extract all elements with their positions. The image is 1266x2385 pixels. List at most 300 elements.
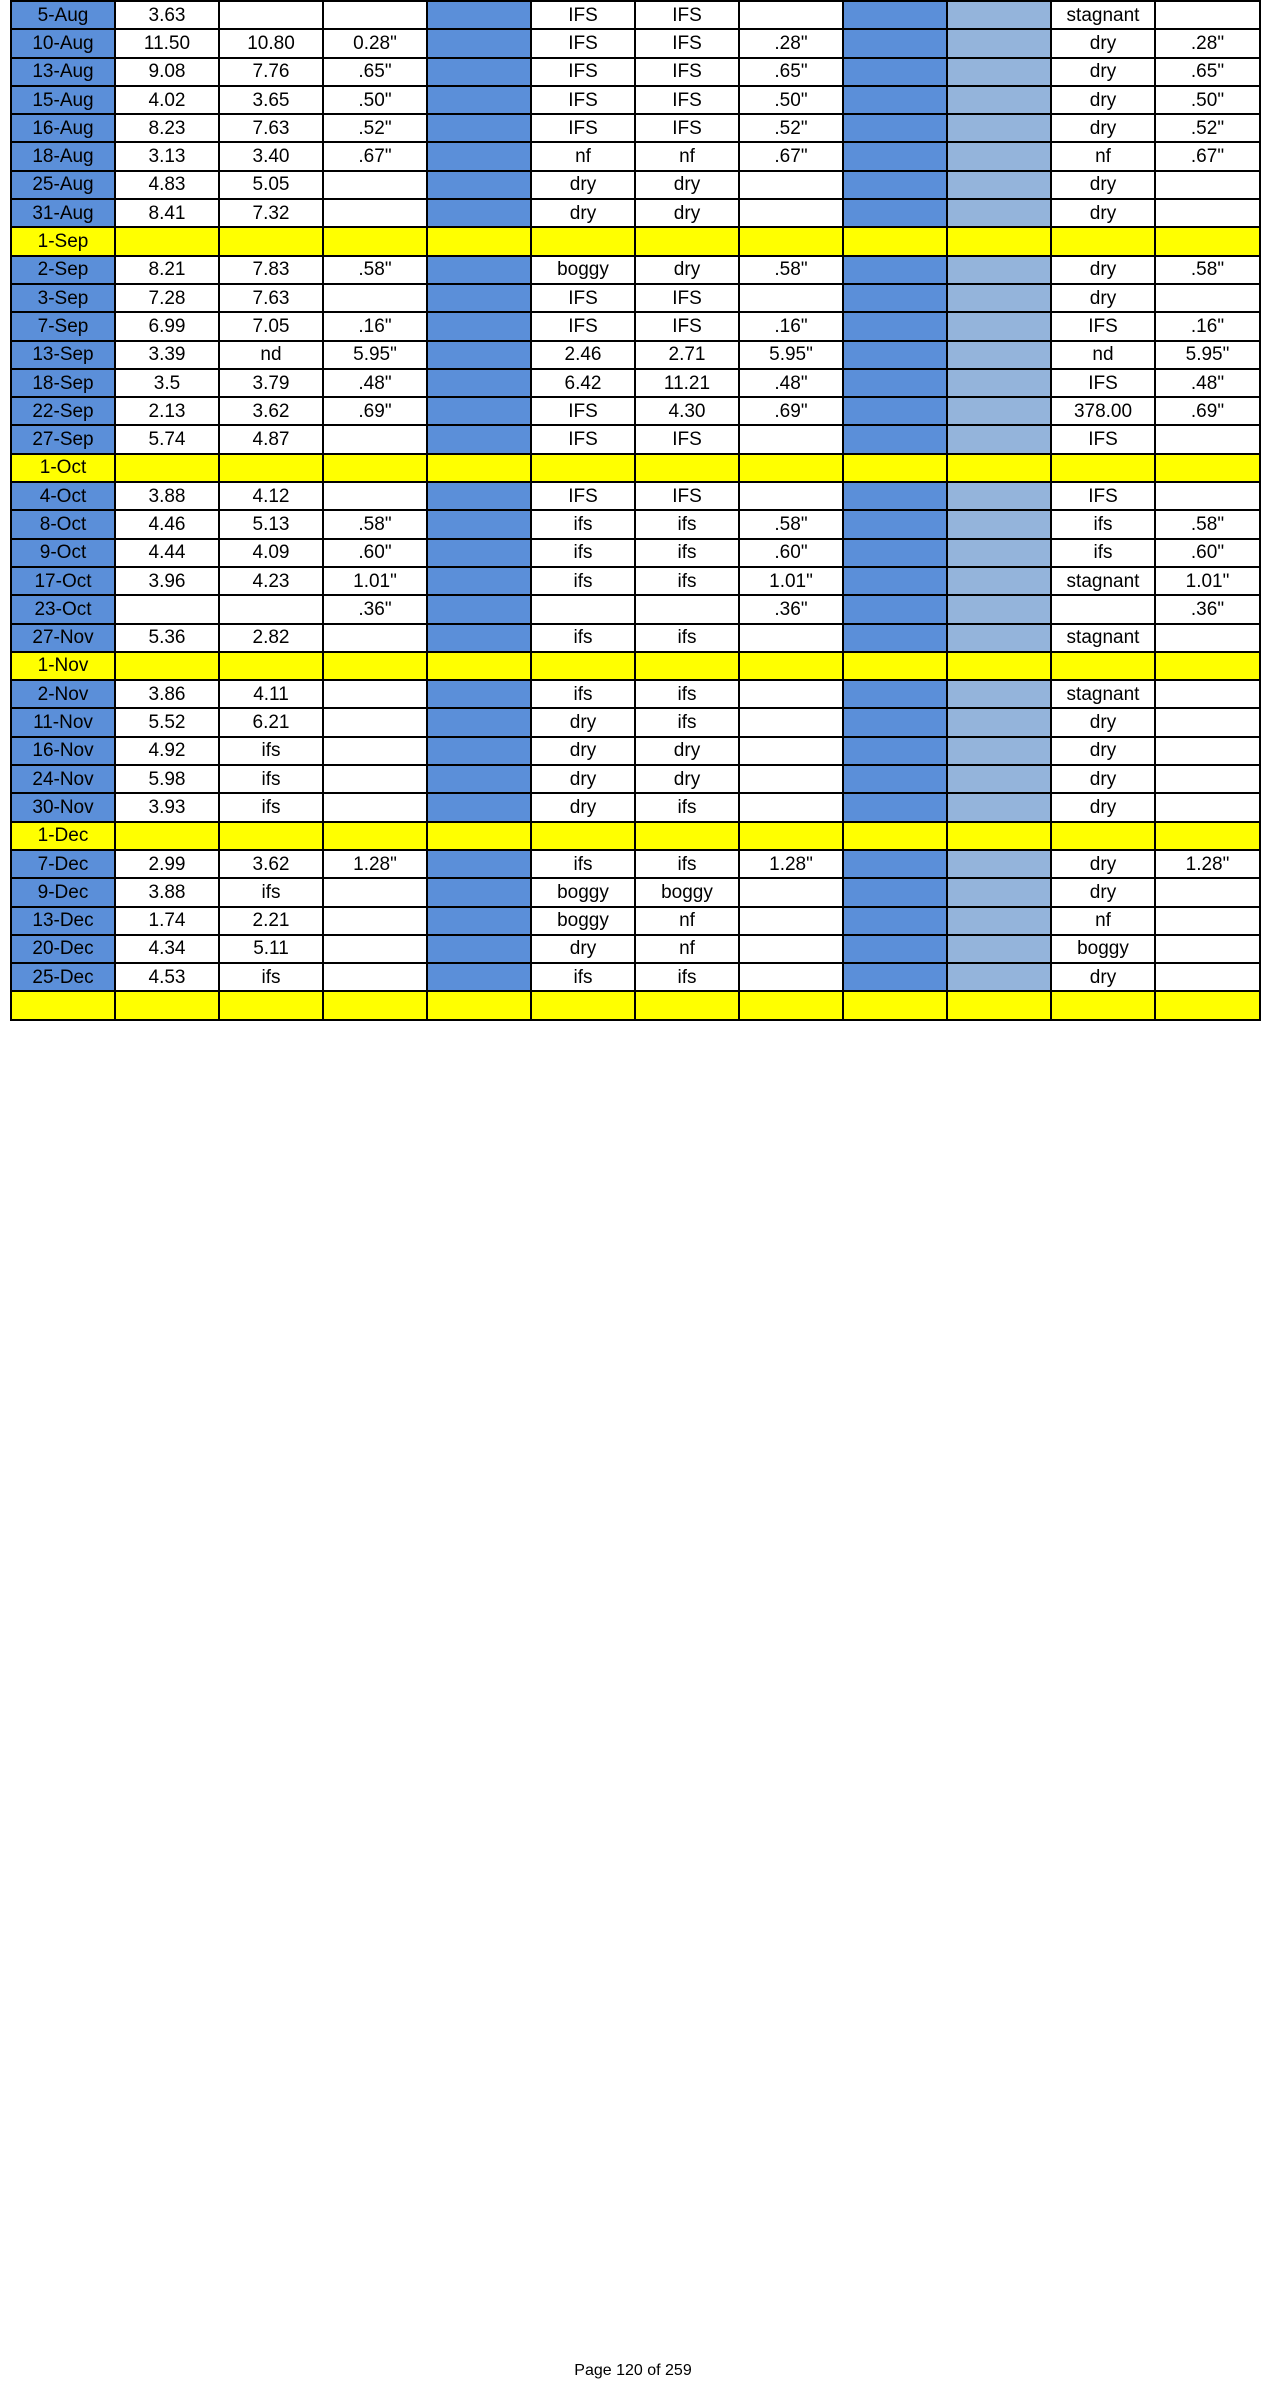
value-cell-2: 3.62 bbox=[219, 397, 323, 425]
date-cell: 4-Oct bbox=[11, 482, 115, 510]
status-cell-2: ifs bbox=[635, 567, 739, 595]
table-row bbox=[11, 539, 1260, 567]
light-blue-cell bbox=[947, 793, 1051, 821]
rain-cell-1 bbox=[323, 991, 427, 1019]
status-cell-3: dry bbox=[1051, 171, 1155, 199]
rain-cell-3 bbox=[1155, 935, 1260, 963]
blue-cell bbox=[427, 256, 531, 284]
rain-cell-3: .36" bbox=[1155, 595, 1260, 623]
rain-cell-1: 1.28" bbox=[323, 850, 427, 878]
rain-cell-3: .58" bbox=[1155, 256, 1260, 284]
date-cell: 1-Sep bbox=[11, 227, 115, 255]
value-cell-1: 8.21 bbox=[115, 256, 219, 284]
table-row bbox=[11, 284, 1260, 312]
status-cell-2 bbox=[635, 227, 739, 255]
status-cell-3 bbox=[1051, 991, 1155, 1019]
status-cell-1 bbox=[531, 595, 635, 623]
status-cell-1: boggy bbox=[531, 878, 635, 906]
rain-cell-2 bbox=[739, 652, 843, 680]
value-cell-1: 4.02 bbox=[115, 86, 219, 114]
rain-cell-3 bbox=[1155, 425, 1260, 453]
value-cell-2: 3.40 bbox=[219, 142, 323, 170]
blue-cell-2 bbox=[843, 539, 947, 567]
table-row bbox=[11, 312, 1260, 340]
rain-cell-1 bbox=[323, 425, 427, 453]
status-cell-1 bbox=[531, 454, 635, 482]
rain-cell-1 bbox=[323, 680, 427, 708]
light-blue-cell bbox=[947, 58, 1051, 86]
blue-cell bbox=[427, 142, 531, 170]
status-cell-3: ifs bbox=[1051, 539, 1155, 567]
value-cell-2 bbox=[219, 652, 323, 680]
status-cell-3: dry bbox=[1051, 793, 1155, 821]
blue-cell-2 bbox=[843, 256, 947, 284]
blue-cell-2 bbox=[843, 793, 947, 821]
status-cell-2 bbox=[635, 454, 739, 482]
blue-cell-2 bbox=[843, 963, 947, 991]
date-cell: 10-Aug bbox=[11, 29, 115, 57]
rain-cell-1 bbox=[323, 708, 427, 736]
status-cell-3: dry bbox=[1051, 963, 1155, 991]
blue-cell bbox=[427, 425, 531, 453]
rain-cell-1: .50" bbox=[323, 86, 427, 114]
light-blue-cell bbox=[947, 708, 1051, 736]
status-cell-1: boggy bbox=[531, 256, 635, 284]
value-cell-1: 4.44 bbox=[115, 539, 219, 567]
status-cell-2: nf bbox=[635, 935, 739, 963]
blue-cell-2 bbox=[843, 199, 947, 227]
rain-cell-2: .50" bbox=[739, 86, 843, 114]
status-cell-2: IFS bbox=[635, 425, 739, 453]
date-cell: 20-Dec bbox=[11, 935, 115, 963]
status-cell-1: IFS bbox=[531, 1, 635, 29]
rain-cell-2 bbox=[739, 708, 843, 736]
value-cell-1: 4.34 bbox=[115, 935, 219, 963]
rain-cell-1 bbox=[323, 963, 427, 991]
value-cell-1: 5.52 bbox=[115, 708, 219, 736]
blue-cell bbox=[427, 567, 531, 595]
value-cell-1: 7.28 bbox=[115, 284, 219, 312]
blue-cell bbox=[427, 199, 531, 227]
blue-cell-2 bbox=[843, 142, 947, 170]
blue-cell bbox=[427, 737, 531, 765]
status-cell-1: IFS bbox=[531, 397, 635, 425]
light-blue-cell bbox=[947, 935, 1051, 963]
value-cell-1: 3.39 bbox=[115, 341, 219, 369]
blue-cell-2 bbox=[843, 312, 947, 340]
status-cell-1: nf bbox=[531, 142, 635, 170]
status-cell-2: IFS bbox=[635, 114, 739, 142]
date-cell: 27-Sep bbox=[11, 425, 115, 453]
value-cell-1 bbox=[115, 822, 219, 850]
blue-cell-2 bbox=[843, 991, 947, 1019]
status-cell-3: 378.00 bbox=[1051, 397, 1155, 425]
status-cell-1 bbox=[531, 822, 635, 850]
value-cell-1: 3.13 bbox=[115, 142, 219, 170]
status-cell-1: dry bbox=[531, 708, 635, 736]
rain-cell-2 bbox=[739, 425, 843, 453]
rain-cell-2: 5.95" bbox=[739, 341, 843, 369]
blue-cell bbox=[427, 850, 531, 878]
status-cell-2: nf bbox=[635, 142, 739, 170]
value-cell-2: 7.32 bbox=[219, 199, 323, 227]
status-cell-2: ifs bbox=[635, 539, 739, 567]
value-cell-1: 5.74 bbox=[115, 425, 219, 453]
table-row bbox=[11, 58, 1260, 86]
status-cell-2: ifs bbox=[635, 793, 739, 821]
rain-cell-3 bbox=[1155, 482, 1260, 510]
date-cell: 31-Aug bbox=[11, 199, 115, 227]
status-cell-3: dry bbox=[1051, 29, 1155, 57]
table-row bbox=[11, 341, 1260, 369]
date-cell: 13-Sep bbox=[11, 341, 115, 369]
status-cell-3 bbox=[1051, 454, 1155, 482]
status-cell-3: stagnant bbox=[1051, 680, 1155, 708]
status-cell-1: dry bbox=[531, 935, 635, 963]
rain-cell-2 bbox=[739, 907, 843, 935]
value-cell-1 bbox=[115, 227, 219, 255]
light-blue-cell bbox=[947, 425, 1051, 453]
light-blue-cell bbox=[947, 1, 1051, 29]
rain-cell-3: .50" bbox=[1155, 86, 1260, 114]
status-cell-3 bbox=[1051, 822, 1155, 850]
value-cell-2 bbox=[219, 1, 323, 29]
status-cell-3: IFS bbox=[1051, 482, 1155, 510]
rain-cell-3 bbox=[1155, 793, 1260, 821]
date-cell: 18-Aug bbox=[11, 142, 115, 170]
blue-cell-2 bbox=[843, 567, 947, 595]
status-cell-2: dry bbox=[635, 171, 739, 199]
rain-cell-2: .36" bbox=[739, 595, 843, 623]
rain-cell-1: .58" bbox=[323, 256, 427, 284]
blue-cell bbox=[427, 991, 531, 1019]
value-cell-2: 5.05 bbox=[219, 171, 323, 199]
rain-cell-1: 1.01" bbox=[323, 567, 427, 595]
rain-cell-3 bbox=[1155, 227, 1260, 255]
rain-cell-2: .69" bbox=[739, 397, 843, 425]
rain-cell-3: .16" bbox=[1155, 312, 1260, 340]
value-cell-1: 4.92 bbox=[115, 737, 219, 765]
status-cell-3 bbox=[1051, 595, 1155, 623]
status-cell-1: ifs bbox=[531, 567, 635, 595]
date-cell: 7-Sep bbox=[11, 312, 115, 340]
status-cell-3: IFS bbox=[1051, 312, 1155, 340]
table-row bbox=[11, 595, 1260, 623]
rain-cell-1 bbox=[323, 907, 427, 935]
blue-cell bbox=[427, 114, 531, 142]
status-cell-3: nd bbox=[1051, 341, 1155, 369]
blue-cell bbox=[427, 765, 531, 793]
status-cell-2: 4.30 bbox=[635, 397, 739, 425]
rain-cell-3: .69" bbox=[1155, 397, 1260, 425]
blue-cell bbox=[427, 935, 531, 963]
status-cell-1: 2.46 bbox=[531, 341, 635, 369]
date-cell: 16-Nov bbox=[11, 737, 115, 765]
status-cell-3: nf bbox=[1051, 142, 1155, 170]
blue-cell bbox=[427, 86, 531, 114]
status-cell-2: dry bbox=[635, 256, 739, 284]
rain-cell-3 bbox=[1155, 454, 1260, 482]
status-cell-2: dry bbox=[635, 737, 739, 765]
value-cell-2 bbox=[219, 595, 323, 623]
blue-cell-2 bbox=[843, 680, 947, 708]
light-blue-cell bbox=[947, 539, 1051, 567]
value-cell-2: ifs bbox=[219, 765, 323, 793]
value-cell-2: 4.11 bbox=[219, 680, 323, 708]
value-cell-2: ifs bbox=[219, 963, 323, 991]
rain-cell-3 bbox=[1155, 878, 1260, 906]
rain-cell-2 bbox=[739, 878, 843, 906]
rain-cell-2 bbox=[739, 227, 843, 255]
blue-cell bbox=[427, 907, 531, 935]
table-row bbox=[11, 29, 1260, 57]
date-cell: 27-Nov bbox=[11, 624, 115, 652]
blue-cell bbox=[427, 29, 531, 57]
light-blue-cell bbox=[947, 341, 1051, 369]
status-cell-2: IFS bbox=[635, 29, 739, 57]
rain-cell-2 bbox=[739, 199, 843, 227]
light-blue-cell bbox=[947, 482, 1051, 510]
value-cell-2: 5.11 bbox=[219, 935, 323, 963]
rain-cell-1 bbox=[323, 284, 427, 312]
value-cell-2: 7.05 bbox=[219, 312, 323, 340]
rain-cell-2 bbox=[739, 1, 843, 29]
status-cell-3: dry bbox=[1051, 199, 1155, 227]
rain-cell-3: 1.01" bbox=[1155, 567, 1260, 595]
status-cell-1: dry bbox=[531, 737, 635, 765]
rain-cell-1 bbox=[323, 878, 427, 906]
status-cell-1: IFS bbox=[531, 284, 635, 312]
date-cell bbox=[11, 991, 115, 1019]
rain-cell-2 bbox=[739, 935, 843, 963]
rain-cell-3 bbox=[1155, 737, 1260, 765]
value-cell-1: 4.46 bbox=[115, 510, 219, 538]
blue-cell-2 bbox=[843, 369, 947, 397]
rain-cell-2: 1.01" bbox=[739, 567, 843, 595]
rain-cell-3: 5.95" bbox=[1155, 341, 1260, 369]
date-cell: 25-Aug bbox=[11, 171, 115, 199]
value-cell-1: 8.23 bbox=[115, 114, 219, 142]
table-row bbox=[11, 765, 1260, 793]
date-cell: 13-Aug bbox=[11, 58, 115, 86]
light-blue-cell bbox=[947, 510, 1051, 538]
date-cell: 30-Nov bbox=[11, 793, 115, 821]
status-cell-1 bbox=[531, 652, 635, 680]
blue-cell bbox=[427, 652, 531, 680]
blue-cell-2 bbox=[843, 227, 947, 255]
light-blue-cell bbox=[947, 199, 1051, 227]
rain-cell-1 bbox=[323, 737, 427, 765]
blue-cell-2 bbox=[843, 765, 947, 793]
blue-cell-2 bbox=[843, 652, 947, 680]
blue-cell-2 bbox=[843, 284, 947, 312]
rain-cell-1 bbox=[323, 171, 427, 199]
status-cell-3: boggy bbox=[1051, 935, 1155, 963]
date-cell: 2-Sep bbox=[11, 256, 115, 284]
rain-cell-3: .28" bbox=[1155, 29, 1260, 57]
status-cell-3: dry bbox=[1051, 878, 1155, 906]
blue-cell bbox=[427, 595, 531, 623]
blue-cell bbox=[427, 341, 531, 369]
value-cell-1: 4.53 bbox=[115, 963, 219, 991]
status-cell-1: 6.42 bbox=[531, 369, 635, 397]
rain-cell-3 bbox=[1155, 765, 1260, 793]
status-cell-2: ifs bbox=[635, 680, 739, 708]
value-cell-1: 5.36 bbox=[115, 624, 219, 652]
value-cell-2: ifs bbox=[219, 737, 323, 765]
blue-cell bbox=[427, 1, 531, 29]
status-cell-3 bbox=[1051, 227, 1155, 255]
value-cell-1 bbox=[115, 991, 219, 1019]
light-blue-cell bbox=[947, 312, 1051, 340]
value-cell-1: 3.88 bbox=[115, 482, 219, 510]
date-cell: 17-Oct bbox=[11, 567, 115, 595]
table-row bbox=[11, 425, 1260, 453]
status-cell-2: IFS bbox=[635, 1, 739, 29]
status-cell-2 bbox=[635, 595, 739, 623]
date-cell: 13-Dec bbox=[11, 907, 115, 935]
date-cell: 11-Nov bbox=[11, 708, 115, 736]
value-cell-1: 9.08 bbox=[115, 58, 219, 86]
value-cell-2: ifs bbox=[219, 793, 323, 821]
table-row bbox=[11, 142, 1260, 170]
date-cell: 22-Sep bbox=[11, 397, 115, 425]
value-cell-2: 5.13 bbox=[219, 510, 323, 538]
rain-cell-3 bbox=[1155, 1, 1260, 29]
rain-cell-1: .16" bbox=[323, 312, 427, 340]
rain-cell-1 bbox=[323, 624, 427, 652]
rain-cell-2 bbox=[739, 284, 843, 312]
table-row bbox=[11, 482, 1260, 510]
status-cell-2 bbox=[635, 652, 739, 680]
status-cell-3: dry bbox=[1051, 256, 1155, 284]
blue-cell-2 bbox=[843, 397, 947, 425]
status-cell-3: dry bbox=[1051, 86, 1155, 114]
blue-cell bbox=[427, 822, 531, 850]
blue-cell bbox=[427, 708, 531, 736]
rain-cell-1 bbox=[323, 482, 427, 510]
rain-cell-1 bbox=[323, 765, 427, 793]
status-cell-2 bbox=[635, 822, 739, 850]
status-cell-1: IFS bbox=[531, 58, 635, 86]
rain-cell-1 bbox=[323, 1, 427, 29]
blue-cell bbox=[427, 793, 531, 821]
rain-cell-3: .65" bbox=[1155, 58, 1260, 86]
status-cell-2: IFS bbox=[635, 284, 739, 312]
rain-cell-3 bbox=[1155, 907, 1260, 935]
light-blue-cell bbox=[947, 963, 1051, 991]
value-cell-1: 2.13 bbox=[115, 397, 219, 425]
rain-cell-3: .58" bbox=[1155, 510, 1260, 538]
light-blue-cell bbox=[947, 652, 1051, 680]
blue-cell bbox=[427, 171, 531, 199]
status-cell-1: ifs bbox=[531, 539, 635, 567]
value-cell-1: 3.96 bbox=[115, 567, 219, 595]
month-row bbox=[11, 822, 1260, 850]
page-number: Page 120 of 259 bbox=[574, 2362, 692, 2379]
light-blue-cell bbox=[947, 680, 1051, 708]
rain-cell-3: .60" bbox=[1155, 539, 1260, 567]
table-body bbox=[11, 1, 1260, 1020]
table-row bbox=[11, 199, 1260, 227]
status-cell-2: IFS bbox=[635, 86, 739, 114]
value-cell-1: 3.63 bbox=[115, 1, 219, 29]
month-row bbox=[11, 991, 1260, 1019]
value-cell-2: 4.23 bbox=[219, 567, 323, 595]
status-cell-1: ifs bbox=[531, 510, 635, 538]
table-row bbox=[11, 510, 1260, 538]
status-cell-1: IFS bbox=[531, 425, 635, 453]
date-cell: 8-Oct bbox=[11, 510, 115, 538]
value-cell-2: 2.82 bbox=[219, 624, 323, 652]
rain-cell-2: .67" bbox=[739, 142, 843, 170]
table-row bbox=[11, 963, 1260, 991]
light-blue-cell bbox=[947, 86, 1051, 114]
status-cell-2: IFS bbox=[635, 58, 739, 86]
rain-cell-1: .60" bbox=[323, 539, 427, 567]
rain-cell-1: .58" bbox=[323, 510, 427, 538]
status-cell-3: stagnant bbox=[1051, 624, 1155, 652]
rain-cell-2: .52" bbox=[739, 114, 843, 142]
status-cell-1: IFS bbox=[531, 86, 635, 114]
value-cell-1 bbox=[115, 595, 219, 623]
month-row bbox=[11, 652, 1260, 680]
rain-cell-2: .48" bbox=[739, 369, 843, 397]
blue-cell-2 bbox=[843, 425, 947, 453]
rain-cell-3 bbox=[1155, 708, 1260, 736]
table-row bbox=[11, 397, 1260, 425]
value-cell-1: 1.74 bbox=[115, 907, 219, 935]
date-cell: 23-Oct bbox=[11, 595, 115, 623]
status-cell-3: IFS bbox=[1051, 425, 1155, 453]
blue-cell bbox=[427, 369, 531, 397]
rain-cell-1 bbox=[323, 793, 427, 821]
status-cell-2 bbox=[635, 991, 739, 1019]
light-blue-cell bbox=[947, 142, 1051, 170]
rain-cell-1 bbox=[323, 199, 427, 227]
light-blue-cell bbox=[947, 595, 1051, 623]
light-blue-cell bbox=[947, 397, 1051, 425]
light-blue-cell bbox=[947, 369, 1051, 397]
blue-cell-2 bbox=[843, 510, 947, 538]
status-cell-1: boggy bbox=[531, 907, 635, 935]
rain-cell-3 bbox=[1155, 652, 1260, 680]
value-cell-2 bbox=[219, 822, 323, 850]
blue-cell bbox=[427, 510, 531, 538]
value-cell-1: 8.41 bbox=[115, 199, 219, 227]
light-blue-cell bbox=[947, 284, 1051, 312]
light-blue-cell bbox=[947, 737, 1051, 765]
rain-cell-3 bbox=[1155, 284, 1260, 312]
status-cell-1 bbox=[531, 991, 635, 1019]
value-cell-2: 4.87 bbox=[219, 425, 323, 453]
value-cell-2: 10.80 bbox=[219, 29, 323, 57]
blue-cell bbox=[427, 482, 531, 510]
status-cell-1: ifs bbox=[531, 963, 635, 991]
rain-cell-2 bbox=[739, 454, 843, 482]
rain-cell-2 bbox=[739, 171, 843, 199]
light-blue-cell bbox=[947, 454, 1051, 482]
date-cell: 25-Dec bbox=[11, 963, 115, 991]
table-row bbox=[11, 171, 1260, 199]
blue-cell-2 bbox=[843, 624, 947, 652]
date-cell: 3-Sep bbox=[11, 284, 115, 312]
light-blue-cell bbox=[947, 29, 1051, 57]
table-row bbox=[11, 86, 1260, 114]
rain-cell-2: .16" bbox=[739, 312, 843, 340]
value-cell-2: 7.76 bbox=[219, 58, 323, 86]
status-cell-2: ifs bbox=[635, 510, 739, 538]
